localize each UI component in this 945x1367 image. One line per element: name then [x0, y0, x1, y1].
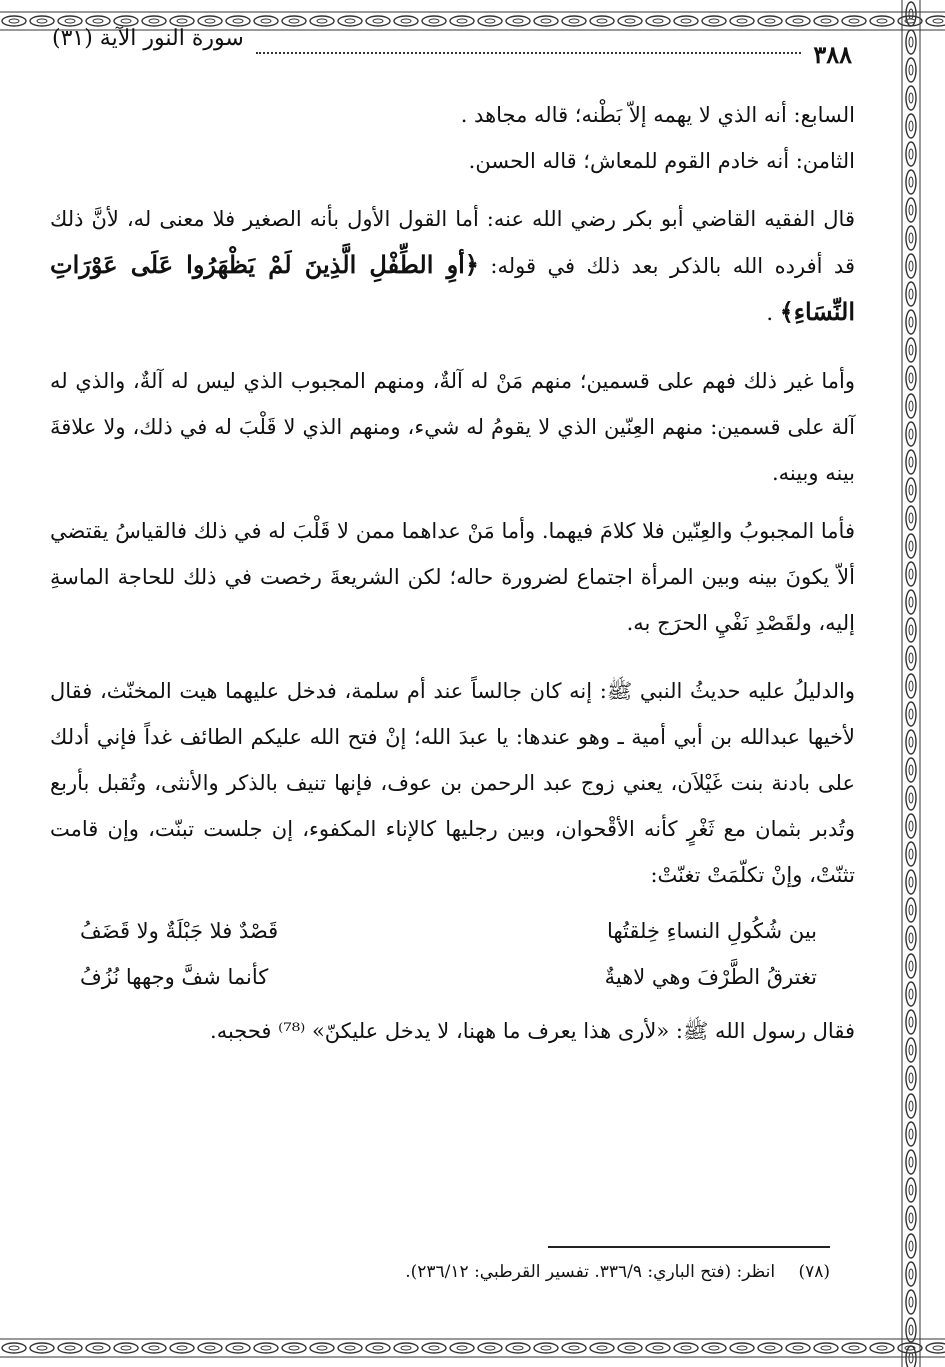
paragraph-conclusion: فقال رسول الله ﷺ: «لأرى هذا يعرف ما ههنا، لا يدخل عليكنّ» ⁽⁷⁸⁾ فحجبه.	[210, 1019, 855, 1043]
page-number: ٣٨٨	[813, 40, 852, 69]
paragraph-qadi-intro: قال الفقيه القاضي أبو بكر رضي الله عنه: أما القول الأول بأنه الصغير فلا معنى له، لأنَّ ذلك قد أفرده الله بالذكر بعد ذلك في قوله:	[50, 207, 855, 278]
header-dotted-rule	[256, 26, 802, 54]
quran-verse-quote: ﴿أوِ الطِّفْلِ الَّذِينَ لَمْ يَظْهَرُوا عَلَى عَوْرَاتِ النِّسَاءِ﴾	[50, 250, 855, 326]
page-header	[52, 26, 852, 69]
body-text	[50, 92, 855, 1054]
poem	[50, 898, 855, 1008]
poem-hemistich: كأنما شفَّ وجهها نُزُفُ	[80, 965, 269, 989]
footnote-number: (٧٨)	[798, 1262, 830, 1282]
poem-line	[80, 908, 817, 954]
paragraph-eighth: الثامن: أنه خادم القوم للمعاش؛ قاله الحسن.	[468, 149, 855, 173]
footnote-text: انظر: (فتح الباري: ٣٣٦/٩. تفسير القرطبي: ٢٣٦/١٢).	[405, 1262, 776, 1282]
poem-hemistich: قَصْدٌ فلا جَبْلَةٌ ولا قَضَفُ	[80, 919, 279, 943]
border-right	[898, 0, 924, 1367]
poem-hemistich: تغترقُ الطَّرْفَ وهي لاهيةٌ	[604, 965, 817, 989]
poem-line	[80, 954, 817, 1000]
paragraph-categories: وأما غير ذلك فهم على قسمين؛ منهم مَنْ له آلةٌ، ومنهم المجبوب الذي ليس له آلةٌ، والذي له آلة على قسمين: منهم العِنّين الذي لا يقومُ له شيء، ومنهم الذي لا قَلْبَ له في ذلك، ولا علاقةَ بينه وبينه.	[50, 369, 855, 485]
paragraph-qadi	[50, 196, 855, 336]
paragraph-hadith: والدليلُ عليه حديثُ النبي ﷺ: إنه كان جالساً عند أم سلمة، فدخل عليهما هيت المخنّث، فقال لأخيها عبدالله بن أبي أمية ـ وهو عندها: يا عبدَ الله؛ إنْ فتح الله عليكم الطائف غداً فإني أدلك على بادنة بنت غَيْلاَن، يعني زوج عبد الرحمن بن عوف، فإنها تنيف بالذكر والأنثى، وتُقبل بأربع وتُدبر بثمان مع ثَغْرٍ كأنه الأقْحوان، وبين رجليها كالإناء المكفوء، إن جلست تبنّت، وإن قامت تثنّتْ، وإنْ تكلّمَتْ تغنّتْ:	[50, 679, 855, 887]
footnote	[330, 1262, 830, 1282]
paragraph-majbub: فأما المجبوبُ والعِنّين فلا كلامَ فيهما. وأما مَنْ عداهما ممن لا قَلْبَ له في ذلك فالقياسُ يقتضي ألاّ يكونَ بينه وبين المرأة اجتماع لضرورة حاله؛ لكن الشريعةَ رخصت في ذلك للحاجة الماسةِ إليه، ولقَصْدِ نَفْيِ الحرَج به.	[50, 519, 855, 635]
paragraph-seventh: السابع: أنه الذي لا يهمه إلاّ بَطْنه؛ قاله مجاهد .	[460, 103, 855, 127]
paragraph-qadi-end: .	[766, 301, 774, 325]
poem-hemistich: بين شُكُولِ النساءِ خِلقتُها	[606, 919, 817, 943]
footnote-separator	[548, 1246, 830, 1248]
surah-title: سورة النور الآية (٣١)	[52, 26, 244, 51]
border-bottom	[0, 1335, 945, 1361]
